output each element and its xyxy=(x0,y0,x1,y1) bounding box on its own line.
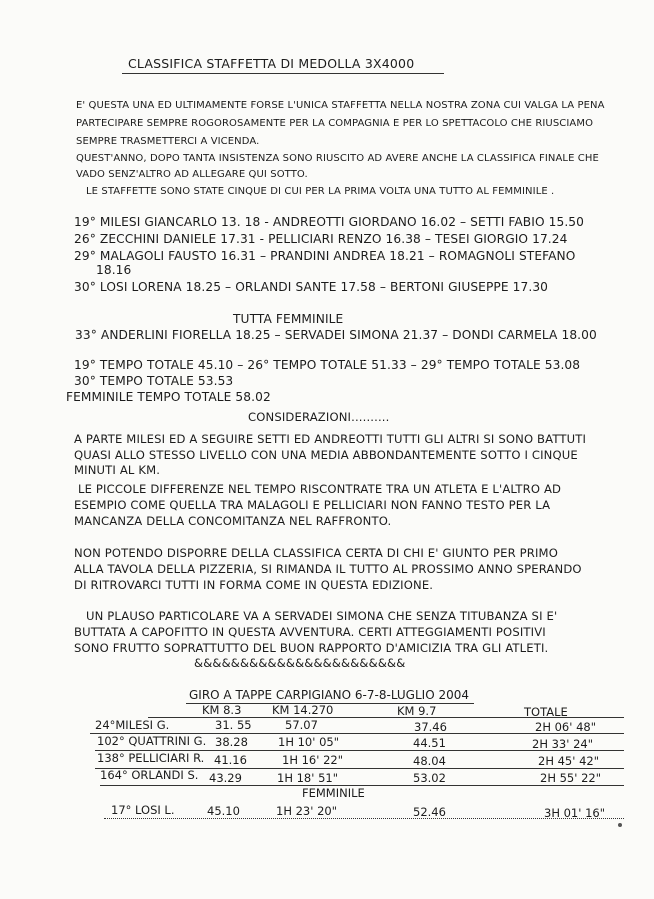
total-time: 2H 06' 48" xyxy=(535,720,596,734)
title-underline xyxy=(122,73,444,74)
intro-line: E' QUESTA UNA ED ULTIMAMENTE FORSE L'UNICA STAFFETTA NELLA NOSTRA ZONA CUI VALGA LA PENA xyxy=(76,100,605,111)
split-km-9-7: 44.51 xyxy=(413,736,446,750)
result-line: 19° MILESI GIANCARLO 13. 18 - ANDREOTTI GIORDANO 16.02 – SETTI FABIO 15.50 xyxy=(74,215,585,229)
considerations-heading: CONSIDERAZIONI.......... xyxy=(248,410,390,424)
split-km-8-3: 41.16 xyxy=(214,753,247,767)
result-line: 29° MALAGOLI FAUSTO 16.31 – PRANDINI ANDREA 18.21 – ROMAGNOLI STEFANO xyxy=(74,249,576,263)
totals-line: 19° TEMPO TOTALE 45.10 – 26° TEMPO TOTALE 51.33 – 29° TEMPO TOTALE 53.08 xyxy=(74,358,581,372)
women-result-line: 33° ANDERLINI FIORELLA 18.25 – SERVADEI SIMONA 21.37 – DONDI CARMELA 18.00 xyxy=(75,328,597,342)
considerations-line: BUTTATA A CAPOFITTO IN QUESTA AVVENTURA. CERTI ATTEGGIAMENTI POSITIVI xyxy=(74,625,546,639)
split-km-14-270: 1H 10' 05" xyxy=(278,735,339,749)
considerations-line: UN PLAUSO PARTICOLARE VA A SERVADEI SIMONA CHE SENZA TITUBANZA SI E' xyxy=(86,609,558,623)
women-table-label: FEMMINILE xyxy=(302,786,365,800)
considerations-line: MINUTI AL KM. xyxy=(74,463,161,477)
intro-line: SEMPRE TRASMETTERCI A VICENDA. xyxy=(76,136,260,147)
women-heading: TUTTA FEMMINILE xyxy=(233,312,344,326)
scan-speck xyxy=(618,823,622,827)
separator-ampersands: &&&&&&&&&&&&&&&&&&&&&&& xyxy=(194,656,406,670)
considerations-line: MANCANZA DELLA CONCOMITANZA NEL RAFFRONTO. xyxy=(74,514,392,528)
intro-line: LE STAFFETTE SONO STATE CINQUE DI CUI PER LA PRIMA VOLTA UNA TUTTO AL FEMMINILE . xyxy=(86,186,555,197)
considerations-line: ALLA TAVOLA DELLA PIZZERIA, SI RIMANDA IL TUTTO AL PROSSIMO ANNO SPERANDO xyxy=(74,562,582,576)
split-km-9-7: 48.04 xyxy=(413,754,446,768)
athlete-name: 17° LOSI L. xyxy=(111,803,175,817)
column-header: KM 14.270 xyxy=(272,703,334,717)
considerations-line: NON POTENDO DISPORRE DELLA CLASSIFICA CERTA DI CHI E' GIUNTO PER PRIMO xyxy=(74,546,558,560)
split-km-9-7: 53.02 xyxy=(413,771,446,785)
split-km-8-3: 38.28 xyxy=(215,735,248,749)
split-km-9-7: 37.46 xyxy=(414,720,447,734)
result-line: 26° ZECCHINI DANIELE 17.31 - PELLICIARI RENZO 16.38 – TESEI GIORGIO 17.24 xyxy=(74,232,568,246)
athlete-name: 24°MILESI G. xyxy=(95,718,170,732)
split-km-8-3: 43.29 xyxy=(209,771,242,785)
column-header: KM 8.3 xyxy=(202,703,242,717)
considerations-line: LE PICCOLE DIFFERENZE NEL TEMPO RISCONTRATE TRA UN ATLETA E L'ALTRO AD xyxy=(78,482,562,496)
athlete-name: 102° QUATTRINI G. xyxy=(97,734,207,748)
athlete-name: 138° PELLICIARI R. xyxy=(97,751,205,765)
result-line: 18.16 xyxy=(96,263,132,277)
totals-line: 30° TEMPO TOTALE 53.53 xyxy=(74,374,234,388)
row-rule xyxy=(104,818,624,819)
intro-line: PARTECIPARE SEMPRE ROGOROSAMENTE PER LA COMPAGNIA E PER LO SPETTACOLO CHE RIUSCIAMO xyxy=(76,118,594,129)
intro-line: VADO SENZ'ALTRO AD ALLEGARE QUI SOTTO. xyxy=(76,169,308,180)
split-km-14-270: 1H 18' 51" xyxy=(277,771,338,785)
table-title: GIRO A TAPPE CARPIGIANO 6-7-8-LUGLIO 2004 xyxy=(189,688,470,702)
considerations-line: SONO FRUTTO SOPRATTUTTO DEL BUON RAPPORTO D'AMICIZIA TRA GLI ATLETI. xyxy=(74,641,549,655)
split-km-14-270: 57.07 xyxy=(285,718,318,732)
total-time: 3H 01' 16" xyxy=(544,806,605,820)
considerations-line: A PARTE MILESI ED A SEGUIRE SETTI ED ANDREOTTI TUTTI GLI ALTRI SI SONO BATTUTI xyxy=(74,432,587,446)
column-header: TOTALE xyxy=(524,705,568,719)
considerations-line: QUASI ALLO STESSO LIVELLO CON UNA MEDIA ABBONDANTEMENTE SOTTO I CINQUE xyxy=(74,448,578,462)
total-time: 2H 45' 42" xyxy=(538,754,599,768)
athlete-name: 164° ORLANDI S. xyxy=(100,768,199,782)
column-header: KM 9.7 xyxy=(397,704,437,718)
split-km-14-270: 1H 16' 22" xyxy=(282,753,343,767)
split-km-8-3: 31. 55 xyxy=(215,718,252,732)
split-km-8-3: 45.10 xyxy=(207,804,240,818)
result-line: 30° LOSI LORENA 18.25 – ORLANDI SANTE 17.58 – BERTONI GIUSEPPE 17.30 xyxy=(74,280,549,294)
considerations-line: ESEMPIO COME QUELLA TRA MALAGOLI E PELLICIARI NON FANNO TESTO PER LA xyxy=(74,498,551,512)
split-km-14-270: 1H 23' 20" xyxy=(276,804,337,818)
total-time: 2H 33' 24" xyxy=(532,737,593,751)
intro-line: QUEST'ANNO, DOPO TANTA INSISTENZA SONO RIUSCITO AD AVERE ANCHE LA CLASSIFICA FINALE CHE xyxy=(76,153,599,164)
totals-line: FEMMINILE TEMPO TOTALE 58.02 xyxy=(66,390,271,404)
considerations-line: DI RITROVARCI TUTTI IN FORMA COME IN QUESTA EDIZIONE. xyxy=(74,578,434,592)
total-time: 2H 55' 22" xyxy=(540,771,601,785)
split-km-9-7: 52.46 xyxy=(413,805,446,819)
document-title: CLASSIFICA STAFFETTA DI MEDOLLA 3X4000 xyxy=(128,56,415,71)
